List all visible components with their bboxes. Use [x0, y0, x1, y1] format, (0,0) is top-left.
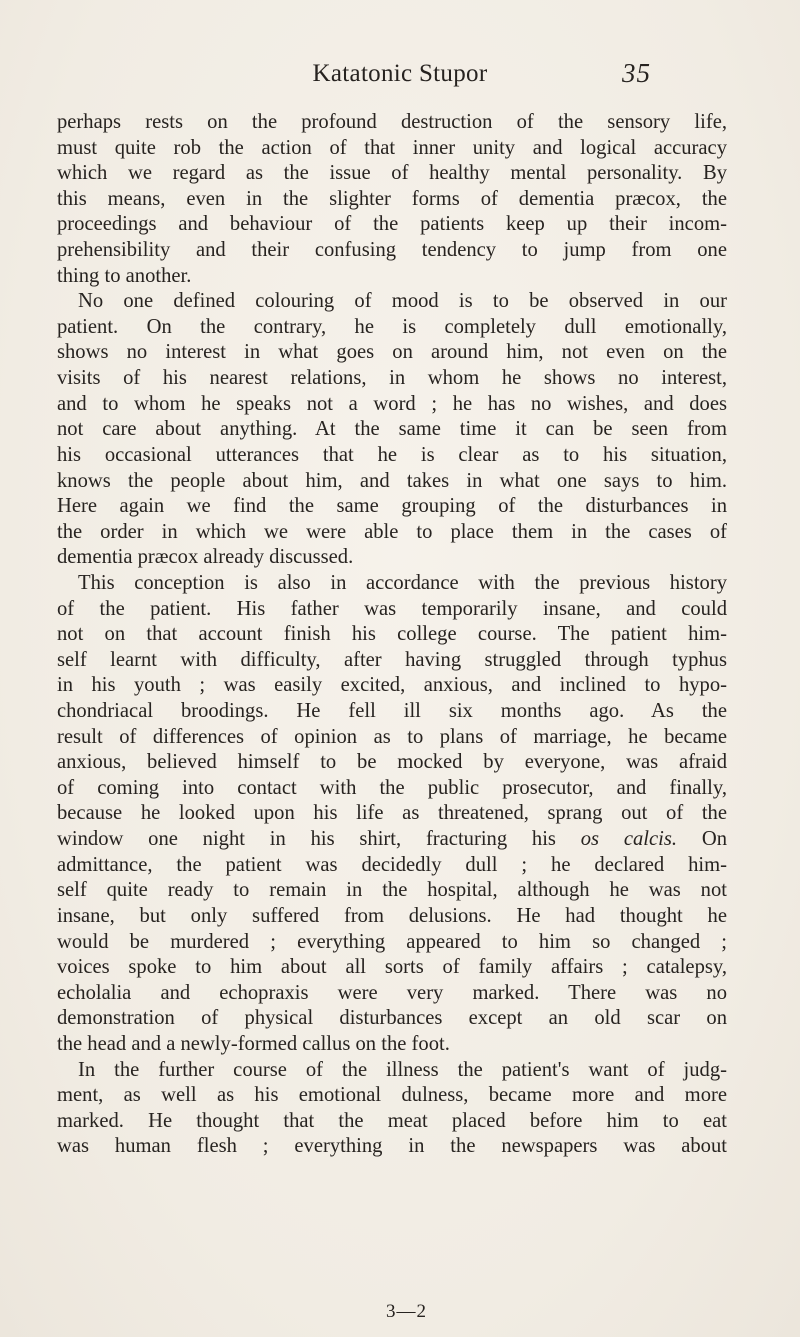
text-line: ment, as well as his emotional dulness, became more and more [57, 1084, 727, 1107]
text-line: would be murdered ; everything appeared to him so changed ; [57, 930, 727, 953]
text-line: the order in which we were able to place them in the cases of [57, 520, 727, 543]
text-line: self quite ready to remain in the hospital, although he was not [57, 879, 727, 902]
line-text: On [701, 828, 727, 851]
line-text: window one night in his shirt, fracturing his [57, 828, 556, 851]
text-line: insane, but only suffered from delusions. He had thought he [57, 904, 727, 927]
text-line: dementia præcox already discussed. [57, 546, 354, 569]
text-line: No one defined colouring of mood is to be observed in our [78, 290, 727, 313]
text-line: which we regard as the issue of healthy mental personality. By [57, 162, 727, 185]
text-line: knows the people about him, and takes in what one says to him. [57, 469, 727, 492]
text-line: self learnt with difficulty, after having struggled through typhus [57, 648, 727, 671]
text-line: thing to another. [57, 264, 192, 287]
text-line: Here again we find the same grouping of the disturbances in [57, 495, 727, 518]
text-line: prehensibility and their confusing tendency to jump from one [57, 239, 727, 262]
italic-term: os calcis. [580, 828, 678, 851]
text-line: in his youth ; was easily excited, anxious, and inclined to hypo- [57, 674, 727, 697]
text-line: visits of his nearest relations, in whom he shows no interest, [57, 367, 727, 390]
text-line: proceedings and behaviour of the patients keep up their incom- [57, 213, 727, 236]
text-line: result of differences of opinion as to plans of marriage, he became [57, 725, 727, 748]
signature-mark: 3—2 [386, 1301, 427, 1322]
text-line: because he looked upon his life as threatened, sprang out of the [57, 802, 727, 825]
page-number: 35 [622, 58, 651, 88]
text-line: of the patient. His father was temporarily insane, and could [57, 597, 727, 620]
text-line: marked. He thought that the meat placed before him to eat [57, 1109, 727, 1132]
text-line: anxious, believed himself to be mocked by everyone, was afraid [57, 751, 727, 774]
text-line: This conception is also in accordance with the previous history [78, 571, 727, 594]
text-line: not care about anything. At the same time it can be seen from [57, 418, 727, 441]
text-line: not on that account finish his college course. The patient him- [57, 623, 727, 646]
text-line: of coming into contact with the public prosecutor, and finally, [57, 776, 727, 799]
text-line: patient. On the contrary, he is completely dull emotionally, [57, 315, 727, 338]
text-line [57, 827, 727, 853]
text-line: his occasional utterances that he is clear as to his situation, [57, 443, 727, 466]
text-line: shows no interest in what goes on around him, not even on the [57, 341, 727, 364]
text-line: admittance, the patient was decidedly dull ; he declared him- [57, 853, 727, 876]
text-line: and to whom he speaks not a word ; he has no wishes, and does [57, 392, 727, 415]
running-head: Katatonic Stupor [312, 60, 488, 87]
body-text [57, 110, 727, 1160]
text-line: echolalia and echopraxis were very marked. There was no [57, 981, 727, 1004]
text-line: this means, even in the slighter forms of dementia præcox, the [57, 187, 727, 210]
text-line: voices spoke to him about all sorts of family affairs ; catalepsy, [57, 956, 727, 979]
text-line: chondriacal broodings. He fell ill six months ago. As the [57, 700, 727, 723]
text-line: the head and a newly-formed callus on the foot. [57, 1032, 450, 1055]
text-line: demonstration of physical disturbances except an old scar on [57, 1007, 727, 1030]
text-line: In the further course of the illness the patient's want of judg- [78, 1058, 727, 1081]
text-line: must quite rob the action of that inner unity and logical accuracy [57, 136, 727, 159]
text-line: perhaps rests on the profound destruction of the sensory life, [57, 111, 727, 133]
text-line: was human flesh ; everything in the newspapers was about [57, 1135, 727, 1158]
